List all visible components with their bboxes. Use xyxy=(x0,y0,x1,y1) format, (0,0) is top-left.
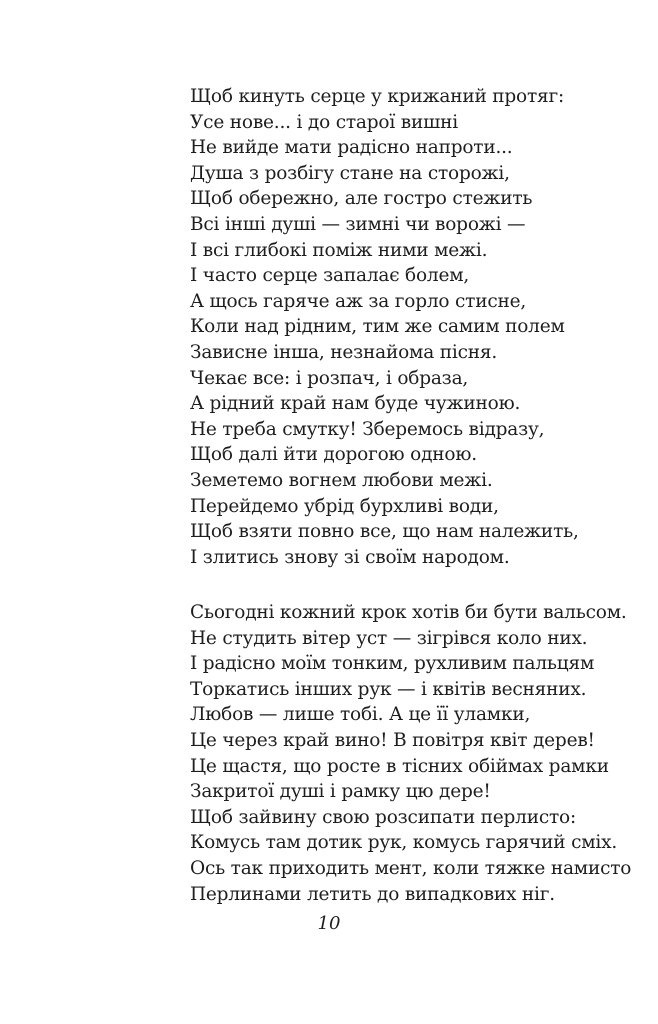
poem-line: Ось так приходить мент, коли тяжке намисто xyxy=(190,857,632,879)
poem-line: Це через край вино! В повітря квіт дерев! xyxy=(190,729,595,751)
poem-line: Всі інші душі — зимні чи ворожі — xyxy=(190,213,526,235)
poem-line: І всі глибокі поміж ними межі. xyxy=(190,239,488,261)
poem-2 xyxy=(190,600,630,907)
poem-line: Щоб взяти повно все, що нам належить, xyxy=(190,521,579,543)
poem-line: Щоб обережно, але гостро стежить xyxy=(190,188,533,210)
page-number: 10 xyxy=(317,913,341,934)
poem-line: Коли над рідним, тим же самим полем xyxy=(190,316,565,338)
poem-line: І злитись знову зі своїм народом. xyxy=(190,546,510,568)
poem-line: Закритої душі і рамку цю дере! xyxy=(190,781,491,803)
poem-line: Зависне інша, незнайома пісня. xyxy=(190,341,498,363)
poem-line: Сьогодні кожний крок хотів би бути вальсом. xyxy=(190,602,627,623)
poem-line: Не вийде мати радісно напроти... xyxy=(190,137,513,159)
poem-line: Щоб кинуть серце у крижаний протяг: xyxy=(190,86,565,107)
poem-line: Перейдемо убрід бурхливі води, xyxy=(190,495,499,517)
poem-line: Душа з розбігу стане на сторожі, xyxy=(190,162,510,184)
poem-line: Перлинами летить до випадкових ніг. xyxy=(190,883,555,905)
poem-line: Чекає все: і розпач, і образа, xyxy=(190,367,469,389)
poem-line: Щоб зайвину свою розсипати перлисто: xyxy=(190,806,576,828)
poem-line: А рідний край нам буде чужиною. xyxy=(190,393,521,415)
poem-line: Комусь там дотик рук, комусь гарячий сміх. xyxy=(190,832,618,854)
poem-1 xyxy=(190,84,630,570)
poem-line: Не студить вітер уст — зігрівся коло них. xyxy=(190,627,588,649)
poem-line: Не треба смутку! Зберемось відразу, xyxy=(190,418,545,440)
poem-line: А щось гаряче аж за горло стисне, xyxy=(190,290,527,312)
poem-line: Це щастя, що росте в тісних обіймах рамки xyxy=(190,755,609,777)
poem-line: Земетемо вогнем любови межі. xyxy=(190,469,493,491)
poem-line: Щоб далі йти дорогою одною. xyxy=(190,444,477,466)
poem-line: Усе нове... і до старої вишні xyxy=(190,111,458,133)
poem-line: Торкатись інших рук — і квітів весняних. xyxy=(190,678,587,700)
poem-line: І часто серце запалає болем, xyxy=(190,265,470,287)
poem-line: Любов — лише тобі. А це її уламки, xyxy=(190,704,531,726)
poem-line: І радісно моїм тонким, рухливим пальцям xyxy=(190,653,595,675)
